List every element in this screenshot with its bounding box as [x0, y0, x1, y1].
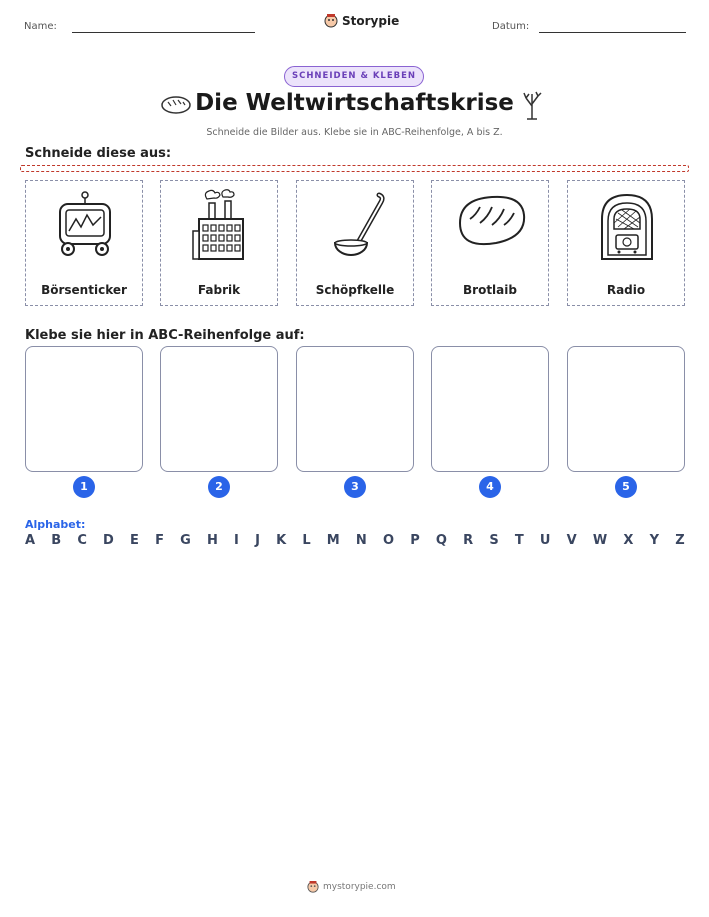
cut-line	[20, 165, 689, 172]
slot-number-3: 3	[344, 476, 366, 498]
alphabet-letter: E	[130, 533, 139, 548]
alphabet-letter: Q	[435, 533, 447, 548]
cut-card-radio[interactable]	[567, 180, 685, 306]
activity-badge: SCHNEIDEN & KLEBEN	[284, 66, 424, 87]
storypie-logo	[324, 13, 399, 29]
alphabet-letter: W	[592, 533, 608, 548]
alphabet-letter: K	[276, 533, 287, 548]
alphabet-letter: T	[514, 533, 524, 548]
cut-card-schoepfkelle[interactable]	[296, 180, 414, 306]
alphabet-letter: I	[234, 533, 239, 548]
footer	[307, 880, 396, 894]
alphabet-letter: H	[206, 533, 218, 548]
card-label-radio: Radio	[606, 283, 646, 297]
name-line[interactable]	[72, 32, 255, 33]
alphabet-letter: F	[155, 533, 164, 548]
alphabet-heading: Alphabet:	[25, 518, 86, 531]
alphabet-letter: S	[489, 533, 499, 548]
slot-number-4: 4	[479, 476, 501, 498]
date-line[interactable]	[539, 32, 686, 33]
alphabet-letter: G	[180, 533, 191, 548]
paste-box-2[interactable]	[160, 346, 278, 472]
ladle-icon	[321, 189, 391, 261]
alphabet-letter: Z	[675, 533, 685, 548]
name-label: Name:	[24, 21, 57, 32]
alphabet-letter: Y	[649, 533, 660, 548]
paste-section-heading: Klebe sie hier in ABC-Reihenfolge auf:	[25, 328, 305, 343]
alphabet-letter: D	[103, 533, 114, 548]
alphabet-letter: U	[539, 533, 551, 548]
alphabet-letter: M	[326, 533, 340, 548]
card-label-boersenticker: Börsenticker	[41, 283, 127, 297]
alphabet-letter: L	[302, 533, 311, 548]
paste-box-1[interactable]	[25, 346, 143, 472]
paste-box-5[interactable]	[567, 346, 685, 472]
storypie-mascot-icon	[307, 880, 319, 894]
paste-box-4[interactable]	[431, 346, 549, 472]
card-label-fabrik: Fabrik	[197, 283, 241, 297]
cut-card-fabrik[interactable]	[160, 180, 278, 306]
page-title: Die Weltwirtschaftskrise	[195, 90, 514, 116]
brand-name: Storypie	[342, 14, 400, 28]
card-label-brotlaib: Brotlaib	[463, 283, 517, 297]
instructions: Schneide die Bilder aus. Klebe sie in ABC-Reihenfolge, A bis Z.	[206, 127, 503, 138]
cut-card-brotlaib[interactable]	[431, 180, 549, 306]
stock-ticker-icon	[50, 189, 120, 261]
slot-number-5: 5	[615, 476, 637, 498]
alphabet-letter: O	[382, 533, 395, 548]
alphabet-letter: C	[77, 533, 87, 548]
alphabet-letter: P	[410, 533, 420, 548]
storypie-mascot-icon	[324, 13, 338, 29]
paste-box-3[interactable]	[296, 346, 414, 472]
cut-card-boersenticker[interactable]	[25, 180, 143, 306]
alphabet-letter: V	[566, 533, 577, 548]
factory-icon	[185, 189, 255, 261]
date-label: Datum:	[492, 21, 530, 32]
alphabet-letter: R	[463, 533, 474, 548]
bread-loaf-icon	[456, 189, 526, 261]
slot-number-2: 2	[208, 476, 230, 498]
alphabet-letter: A	[25, 533, 36, 548]
slot-number-1: 1	[73, 476, 95, 498]
alphabet-letter: J	[255, 533, 260, 548]
bare-tree-icon	[521, 90, 543, 120]
radio-icon	[592, 189, 662, 261]
cut-section-heading: Schneide diese aus:	[25, 146, 172, 161]
alphabet-row	[25, 533, 685, 548]
card-label-schoepfkelle: Schöpfkelle	[315, 283, 395, 297]
alphabet-letter: N	[355, 533, 367, 548]
alphabet-letter: X	[623, 533, 634, 548]
alphabet-letter: B	[51, 533, 62, 548]
footer-url[interactable]: mystorypie.com	[323, 882, 396, 892]
